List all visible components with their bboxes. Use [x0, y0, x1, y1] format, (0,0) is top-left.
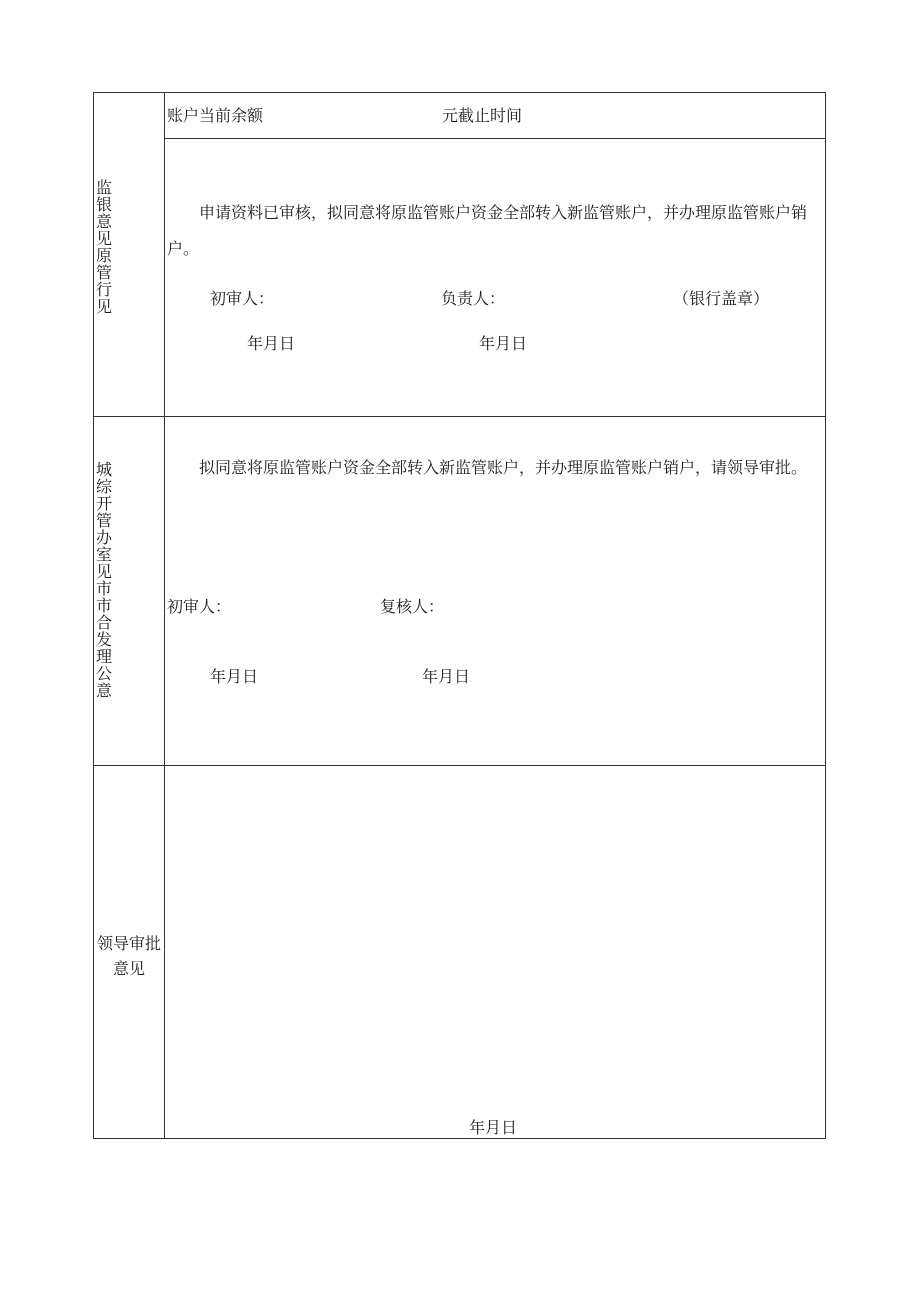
bank-opinion-label: 监银意见原管行见	[96, 178, 113, 316]
leader-approval-date: 年月日	[469, 1118, 518, 1137]
bank-responsible-label: 负责人：	[441, 289, 506, 308]
row-divider-bank	[94, 416, 825, 417]
deadline-label: 元截止时间	[442, 106, 523, 125]
bank-opinion-text: 申请资料已审核，拟同意将原监管账户资金全部转入新监管账户，并办理原监管账户销户。	[167, 203, 808, 258]
bank-seal-label: （银行盖章）	[673, 289, 770, 308]
office-date-first: 年月日	[210, 667, 259, 686]
leader-approval-label: 领导审批意见	[96, 934, 161, 978]
office-rechecker-label: 复核人：	[380, 597, 445, 616]
office-opinion-text: 拟同意将原监管账户资金全部转入新监管账户，并办理原监管账户销户，请领导审批。	[199, 458, 808, 477]
row-divider-balance	[165, 138, 825, 139]
balance-label: 账户当前余额	[167, 106, 264, 125]
bank-date-second: 年月日	[479, 334, 528, 353]
office-opinion-label: 城综开管办室见市市合发理公意	[96, 460, 113, 700]
approval-form-table	[93, 92, 826, 1139]
office-date-second: 年月日	[422, 667, 471, 686]
row-divider-office	[94, 765, 825, 766]
bank-date-first: 年月日	[247, 334, 296, 353]
bank-first-reviewer-label: 初审人：	[210, 289, 275, 308]
label-column-divider	[164, 93, 165, 1138]
office-first-reviewer-label: 初审人：	[167, 597, 232, 616]
